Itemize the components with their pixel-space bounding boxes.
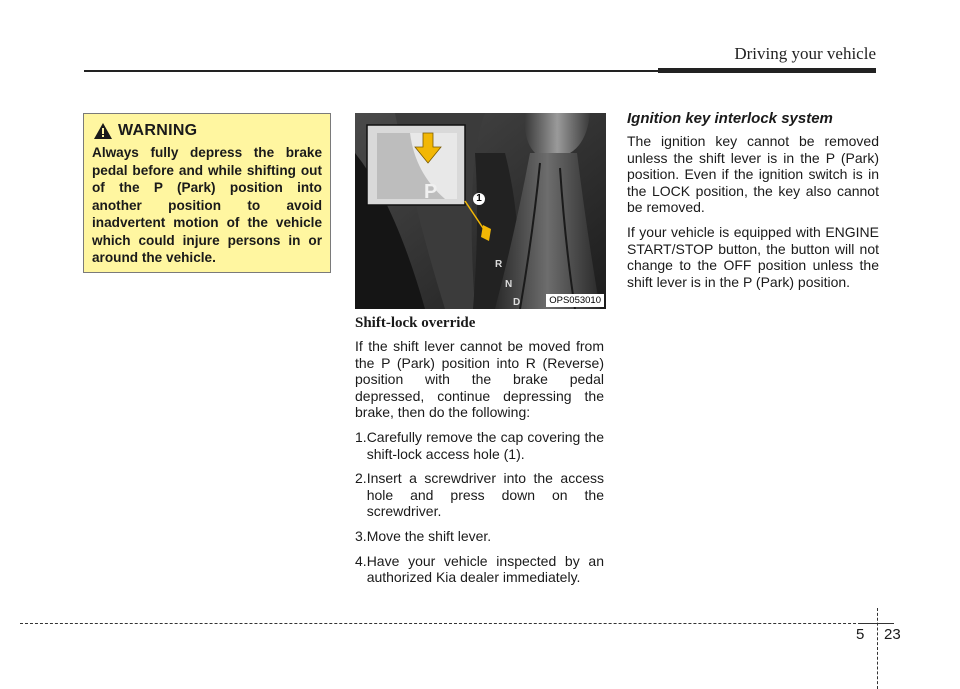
warning-box <box>83 113 331 273</box>
footer-divider <box>877 608 878 689</box>
ignition-heading: Ignition key interlock system <box>627 110 833 127</box>
step-number: 2. <box>355 470 367 487</box>
shift-lever-photo <box>355 113 606 309</box>
step-text: Move the shift lever. <box>366 527 492 544</box>
step-number: 1. <box>355 428 367 445</box>
gear-letter-p: P <box>424 181 438 203</box>
list-item <box>355 429 604 462</box>
gear-letter-n: N <box>505 279 513 290</box>
section-title: Driving your vehicle <box>734 44 876 63</box>
gear-letter-r: R <box>495 259 503 270</box>
gear-letter-d: D <box>513 297 521 308</box>
warning-triangle-icon <box>94 123 112 139</box>
shift-lock-intro: If the shift lever cannot be moved from the P (Park) position into R (Reverse) position with the brake pedal depressed, continue depressing the brake, then do the following: <box>355 338 604 421</box>
list-item <box>355 528 604 545</box>
warning-header <box>94 122 322 140</box>
ignition-paragraph-2: If your vehicle is equipped with ENGINE START/STOP button, the button will not change to the OFF position unless the shift lever is in the P (Park) position. <box>627 223 879 290</box>
shift-lock-section <box>355 315 604 594</box>
shift-lock-heading: Shift-lock override <box>355 315 476 331</box>
warning-text: Always fully depress the brake pedal before and while shifting out of the P (Park) position into another position to avoid inadvertent motion of the vehicle which could injure persons in or around the vehicle. <box>92 145 322 265</box>
list-item <box>355 553 604 586</box>
page-number: 23 <box>884 626 901 643</box>
header-rule-accent <box>658 68 876 73</box>
shift-lock-steps <box>355 429 604 586</box>
ignition-paragraph-1: The ignition key cannot be removed unless the shift lever is in the P (Park) position. Even if the ignition switch is in the LOCK position, the key also cannot be removed. <box>627 133 879 216</box>
callout-number: 1 <box>473 193 485 205</box>
figure-code: OPS053010 <box>546 294 604 307</box>
step-number: 3. <box>355 527 367 544</box>
list-item <box>355 470 604 520</box>
step-text: Have your vehicle inspected by an authorized Kia dealer immediately. <box>366 552 604 586</box>
footer-dashed-rule <box>20 623 876 624</box>
ignition-section <box>627 110 879 298</box>
warning-title: WARNING <box>118 122 198 139</box>
step-number: 4. <box>355 552 367 569</box>
chapter-number: 5 <box>856 626 865 643</box>
shift-lever-illustration <box>355 113 606 309</box>
step-text: Carefully remove the cap covering the shift-lock access hole (1). <box>366 428 604 462</box>
step-text: Insert a screwdriver into the access hole and press down on the screwdriver. <box>366 470 604 520</box>
